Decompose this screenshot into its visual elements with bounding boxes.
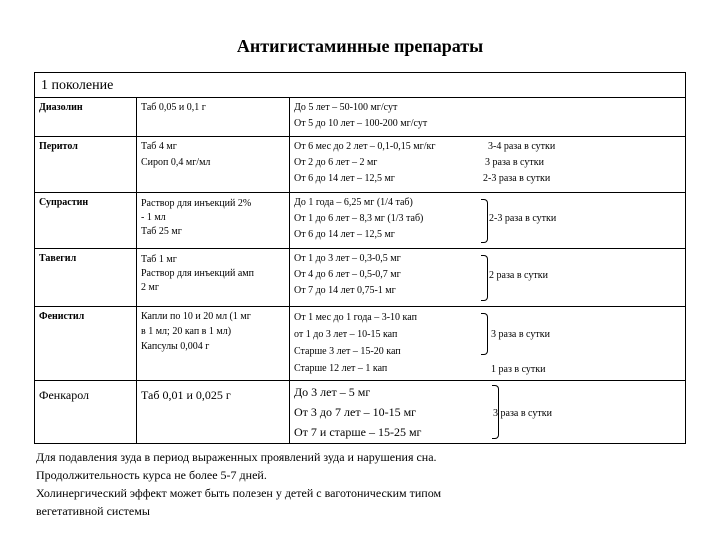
- table-row: [35, 380, 685, 443]
- table-row: [35, 306, 685, 380]
- notes: [36, 448, 686, 520]
- frequency: 2 раза в сутки: [489, 270, 548, 281]
- table-row: [35, 192, 685, 248]
- note-line: Продолжительность курса не более 5-7 дней.: [36, 468, 267, 482]
- note-line: вегетативной системы: [36, 504, 150, 518]
- table-row: [35, 248, 685, 306]
- drug-forms: Раствор для инъекций 2% - 1 мл Таб 25 мг: [137, 193, 290, 248]
- drug-name: Фенистил: [35, 307, 137, 380]
- drug-forms: Капли по 10 и 20 мл (1 мг в 1 мл; 20 кап в 1 мл) Капсулы 0,004 г: [137, 307, 290, 380]
- note-line: Для подавления зуда в период выраженных проявлений зуда и нарушения сна.: [36, 450, 437, 464]
- page-title: Антигистаминные препараты: [236, 36, 484, 56]
- drug-name: Супрастин: [35, 193, 137, 248]
- frequency: 2-3 раза в сутки: [489, 213, 557, 224]
- note-line: Холинергический эффект может быть полезен у детей с ваготоническим типом: [36, 486, 442, 500]
- brace-icon: [481, 199, 488, 243]
- frequency: 3 раза в сутки: [485, 157, 544, 168]
- frequency: 2-3 раза в сутки: [483, 173, 551, 184]
- drug-name: Фенкарол: [35, 381, 137, 443]
- drug-name: Перитол: [35, 137, 137, 192]
- brace-icon: [481, 255, 488, 301]
- drug-forms: Таб 0,05 и 0,1 г: [137, 98, 290, 136]
- table-row: [35, 136, 685, 192]
- brace-icon: [481, 313, 488, 355]
- drug-name: Диазолин: [35, 98, 137, 136]
- frequency: 3 раза в сутки: [493, 408, 552, 419]
- drug-dosage: До 3 лет – 5 мг От 3 до 7 лет – 10-15 мг От 7 и старше – 15-25 мг: [294, 385, 422, 439]
- drug-dosage: От 6 мес до 2 лет – 0,1-0,15 мг/кг От 2 до 6 лет – 2 мг От 6 до 14 лет – 12,5 мг: [294, 141, 436, 184]
- drug-name: Тавегил: [35, 249, 137, 306]
- frequency: 3 раза в сутки: [491, 329, 550, 340]
- drug-forms: Таб 1 мг Раствор для инъекций амп 2 мг: [137, 249, 290, 306]
- drug-dosage: От 1 до 3 лет – 0,3-0,5 мг От 4 до 6 лет – 0,5-0,7 мг От 7 до 14 лет 0,75-1 мг: [294, 253, 401, 296]
- frequency: 3-4 раза в сутки: [488, 141, 556, 152]
- table-row: [35, 98, 685, 136]
- drug-dosage: До 1 года – 6,25 мг (1/4 таб) От 1 до 6 лет – 8,3 мг (1/3 таб) От 6 до 14 лет – 12,5 мг: [294, 197, 424, 240]
- drug-table: [34, 72, 686, 444]
- drug-dosage: До 5 лет – 50-100 мг/сут От 5 до 10 лет – 100-200 мг/сут: [294, 102, 428, 129]
- frequency: 1 раз в сутки: [491, 364, 546, 375]
- drug-forms: Таб 0,01 и 0,025 г: [137, 381, 290, 443]
- section-header: 1 поколение: [35, 73, 685, 98]
- drug-dosage: От 1 мес до 1 года – 3-10 кап от 1 до 3 лет – 10-15 кап Старше 3 лет – 15-20 кап Старше 12 лет – 1 кап: [294, 312, 417, 374]
- drug-forms: Таб 4 мг Сироп 0,4 мг/мл: [137, 137, 290, 192]
